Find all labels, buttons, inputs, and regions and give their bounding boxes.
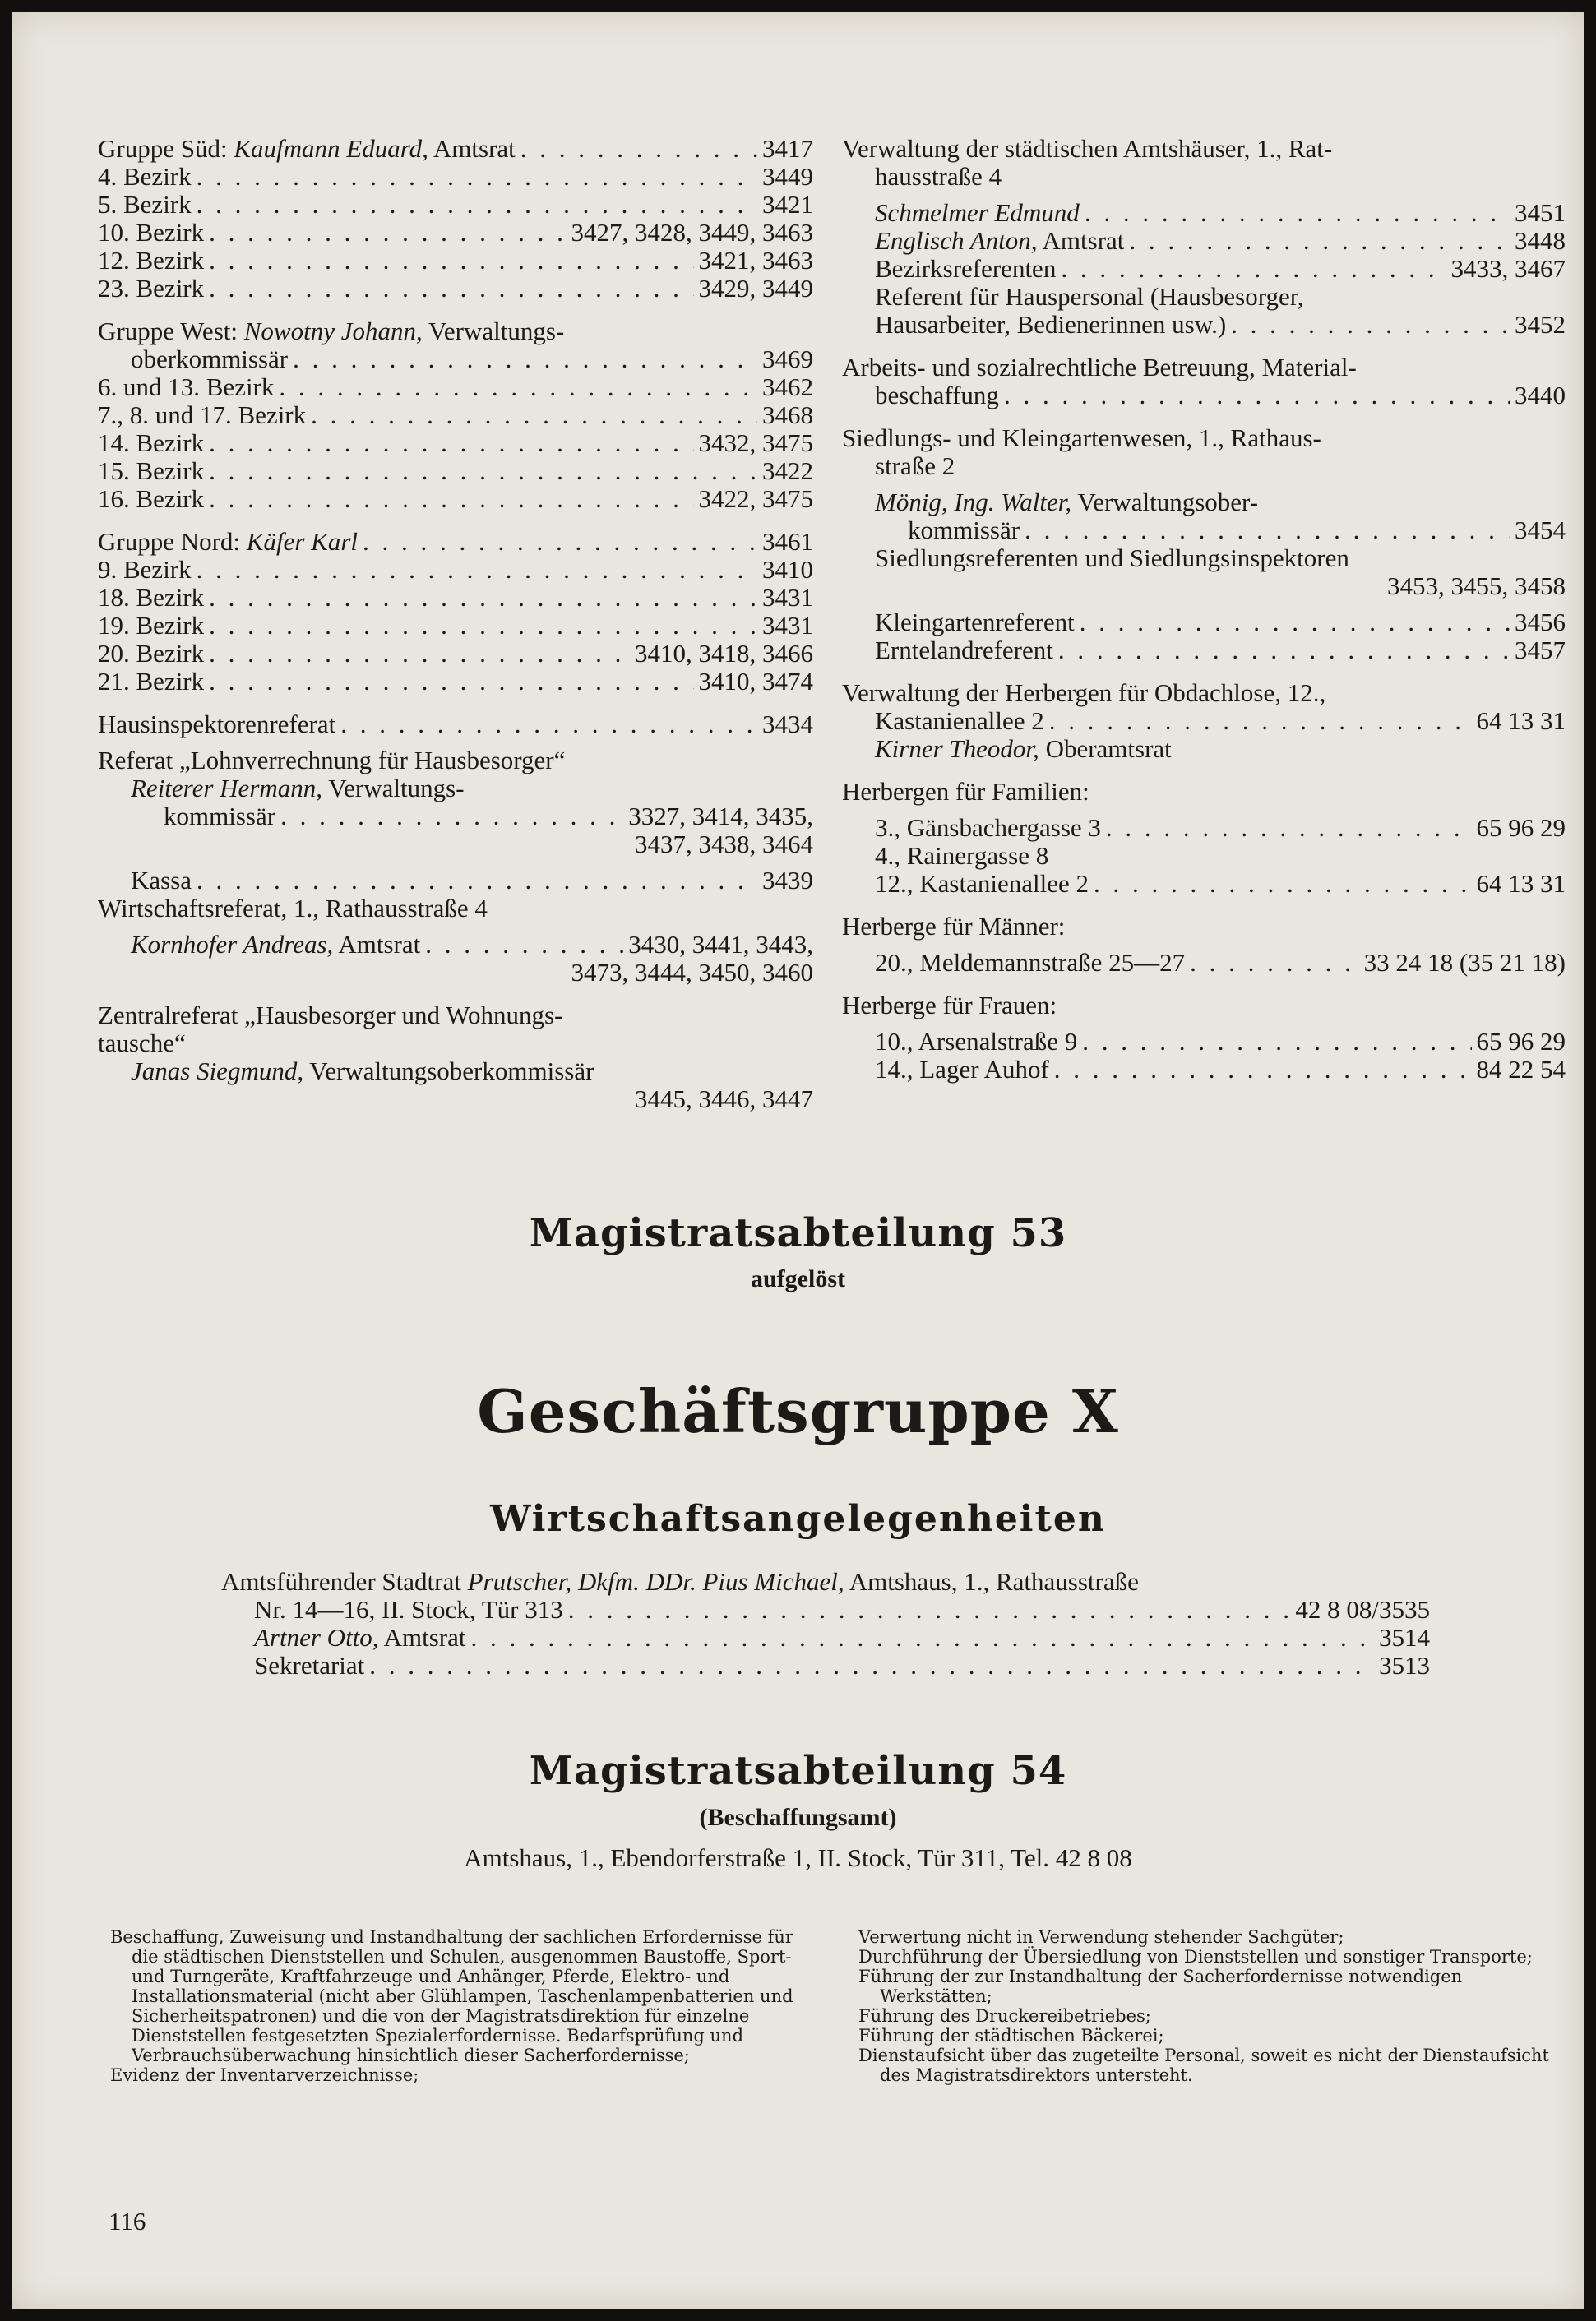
duty-item: Führung der zur Instandhaltung der Sacherfordernisse notwendigen Werkstätten; (858, 1967, 1463, 2006)
gruppe-west-line2: oberkommissär . . . 3469 (98, 345, 813, 373)
siedlung-person: Mönig, Ing. Walter, Verwaltungsober- (875, 488, 1259, 516)
wirtschaftsreferat-heading: Wirtschaftsreferat, 1., Rathausstraße 4 (98, 894, 488, 922)
ernteland-row: Erntelandreferent . . . 3457 (842, 636, 1566, 664)
siedlung-heading: Siedlungs- und Kleingartenwesen, 1., Rathaus- (842, 423, 1321, 452)
left-column (98, 135, 813, 1113)
maenner-heading: Herberge für Männer: (842, 912, 1066, 941)
herberge-row: 14., Lager Auhof . . . 84 22 54 (842, 1056, 1566, 1084)
kassa-row: Kassa . . . 3439 (98, 867, 813, 895)
gruppe-sued-line (98, 135, 813, 163)
bezirk-row: 20. Bezirk . . . 3410, 3418, 3466 (98, 640, 813, 668)
gruppe-sued-title: Amtsrat (433, 134, 516, 163)
lohn-referat-line: kommissär . . . 3327, 3414, 3435, (98, 802, 813, 830)
hauspersonal-row: Hausarbeiter, Bedienerinnen usw.) . . . 3452 (842, 311, 1566, 339)
bezirk-row: 9. Bezirk . . . 3410 (98, 556, 813, 584)
zentralreferat-numbers: 3445, 3446, 3447 (635, 1084, 813, 1113)
bezirk-row: 19. Bezirk . . . 3431 (98, 612, 813, 640)
frauen-heading: Herberge für Frauen: (842, 991, 1057, 1019)
gruppe-sued-label: Gruppe Süd: (98, 134, 228, 163)
gruppe-sued-name: Kaufmann Eduard, (234, 134, 428, 163)
herberge-row: 4., Rainergasse 8 (875, 841, 1049, 870)
ma54-subtitle: (Beschaffungsamt) (699, 1804, 897, 1831)
person-row: Englisch Anton, Amtsrat . . . 3448 (842, 227, 1566, 255)
bezirk-row: 10. Bezirk . . . 3427, 3428, 3449, 3463 (98, 219, 813, 247)
ma53-title: Magistratsabteilung 53 (529, 1210, 1067, 1256)
duty-item: Führung der städtischen Bäckerei; (858, 2026, 1164, 2046)
lohn-referat-numbers: 3437, 3438, 3464 (635, 830, 813, 858)
stadtrat-line2: Nr. 14—16, II. Stock, Tür 313 . . . 42 8 08/3535 (221, 1596, 1430, 1624)
gruppe-nord-line: Gruppe Nord: Käfer Karl . . . 3461 (98, 528, 813, 556)
duty-item: Verwertung nicht in Verwendung stehender Sachgüter; (858, 1927, 1344, 1947)
bezirk-row: 16. Bezirk . . . 3422, 3475 (98, 485, 813, 513)
bezirk-row: 15. Bezirk . . . 3422 (98, 457, 813, 485)
familien-heading: Herbergen für Familien: (842, 777, 1089, 806)
ma54-title: Magistratsabteilung 54 (529, 1748, 1067, 1794)
herberge-row: 10., Arsenalstraße 9 . . . 65 96 29 (842, 1028, 1566, 1056)
artner-row: Artner Otto, Amtsrat . . . 3514 (221, 1624, 1430, 1652)
kleingarten-row: Kleingartenreferent . . . 3456 (842, 608, 1566, 636)
siedlungsreferenten-numbers: 3453, 3455, 3458 (1387, 571, 1566, 600)
bezirk-row: 18. Bezirk . . . 3431 (98, 584, 813, 612)
herbergen-addr-row: Kastanienallee 2 . . . 64 13 31 (842, 707, 1566, 735)
bezirk-row: 23. Bezirk . . . 3429, 3449 (98, 275, 813, 303)
lohn-referat-heading: Referat „Lohnverrechnung für Hausbesorger“ (98, 746, 566, 774)
duty-item: Durchführung der Übersiedlung von Dienststellen und sonstiger Transporte; (858, 1947, 1533, 1967)
duty-item: Evidenz der Inventarverzeichnisse; (110, 2065, 419, 2085)
duty-item: Beschaffung, Zuweisung und Instandhaltung der sachlichen Erfordernisse für die städtischen Dienststellen und Schulen, ausgenommen Baustoffe, Sport- und Turngeräte, Kraftfahrzeuge und Anhänger, Pferde, Elektro- und Installationsmaterial (nicht aber Glühlampen, Taschenlampenbatterien und Sicherheitspatronen) und die von der Magistratsdirektion für einzelne Dienststellen festgesetzten Spezialerfordernisse. Bedarfsprüfung und Verbrauchsüberwachung hinsichtlich dieser Sacherfordernisse; (110, 1927, 793, 2065)
person-row: Schmelmer Edmund . . . 3451 (842, 199, 1566, 227)
herbergen-heading: Verwaltung der Herbergen für Obdachlose, 12., (842, 678, 1326, 707)
siedlung-person-line2: kommissär . . . 3454 (842, 516, 1566, 544)
amtshaeuser-heading: Verwaltung der städtischen Amtshäuser, 1., Rat- (842, 134, 1333, 163)
bezirk-row: 12. Bezirk . . . 3421, 3463 (98, 247, 813, 275)
ma53-subtitle: aufgelöst (751, 1265, 845, 1292)
wirtschaftsreferat-numbers: 3473, 3444, 3450, 3460 (571, 958, 813, 987)
zentralreferat-heading-2: tausche“ (98, 1029, 186, 1057)
zentralreferat-heading: Zentralreferat „Hausbesorger und Wohnungs- (98, 1001, 563, 1029)
lohn-referat-person: Reiterer Hermann, Verwaltungs- (131, 774, 465, 802)
herberge-row: 12., Kastanienallee 2 . . . 64 13 31 (842, 870, 1566, 898)
gruppe-sued-number: 3417 (762, 134, 813, 163)
bezirk-row: 5. Bezirk . . . 3421 (98, 191, 813, 219)
bezirksreferenten-row: Bezirksreferenten . . . 3433, 3467 (842, 255, 1566, 283)
duty-item: Dienstaufsicht über das zugeteilte Personal, soweit es nicht der Dienstaufsicht des Magistratsdirektors untersteht. (858, 2046, 1549, 2085)
hauspersonal-heading: Referent für Hauspersonal (Hausbesorger, (875, 282, 1304, 311)
duty-item: Führung des Druckereibetriebes; (858, 2006, 1151, 2026)
arbeits-heading: Arbeits- und sozialrechtliche Betreuung, Material- (842, 353, 1357, 381)
bezirk-row: 21. Bezirk . . . 3410, 3474 (98, 668, 813, 696)
siedlung-heading-2: straße 2 (875, 451, 955, 480)
arbeits-row: beschaffung . . . 3440 (842, 381, 1566, 409)
geschaeftsgruppe-title: Geschäftsgruppe X (477, 1376, 1119, 1446)
ma54-duties-right (858, 1927, 1566, 2085)
right-column (842, 135, 1566, 1084)
herberge-row: 20., Meldemannstraße 25—27 . . . 33 24 18 (35 21 18) (842, 949, 1566, 977)
stadtrat-line: Amtsführender Stadtrat Prutscher, Dkfm. DDr. Pius Michael, Amtshaus, 1., Rathausstraße (221, 1567, 1139, 1596)
bezirk-row: 7., 8. und 17. Bezirk . . . 3468 (98, 401, 813, 429)
bezirk-row: 14. Bezirk . . . 3432, 3475 (98, 429, 813, 457)
page-number: 116 (109, 2207, 146, 2235)
amtshaeuser-heading-2: hausstraße 4 (875, 162, 1002, 191)
stadtrat-block (221, 1568, 1430, 1680)
gruppe-west-line: Gruppe West: Nowotny Johann, Verwaltungs- (98, 317, 565, 345)
herbergen-person: Kirner Theodor, Oberamtsrat (875, 734, 1172, 763)
geschaeftsgruppe-subtitle: Wirtschaftsangelegenheiten (490, 1498, 1106, 1540)
page (12, 12, 1584, 2309)
siedlungsreferenten-heading: Siedlungsreferenten und Siedlungsinspektoren (875, 543, 1349, 572)
herberge-row: 3., Gänsbachergasse 3 . . . 65 96 29 (842, 814, 1566, 842)
bezirk-row: 4. Bezirk . . . 3449 (98, 163, 813, 191)
hausinspektoren-row: Hausinspektorenreferat . . . 3434 (98, 710, 813, 738)
sekretariat-row: Sekretariat . . . 3513 (221, 1652, 1430, 1680)
ma54-duties-left (110, 1927, 826, 2085)
zentralreferat-person: Janas Siegmund, Verwaltungsoberkommissär (131, 1056, 594, 1085)
ma54-address: Amtshaus, 1., Ebendorferstraße 1, II. Stock, Tür 311, Tel. 42 8 08 (464, 1843, 1132, 1872)
bezirk-row: 6. und 13. Bezirk . . . 3462 (98, 373, 813, 401)
wirtschaftsreferat-person: Kornhofer Andreas, Amtsrat . . . 3430, 3441, 3443, (98, 931, 813, 959)
